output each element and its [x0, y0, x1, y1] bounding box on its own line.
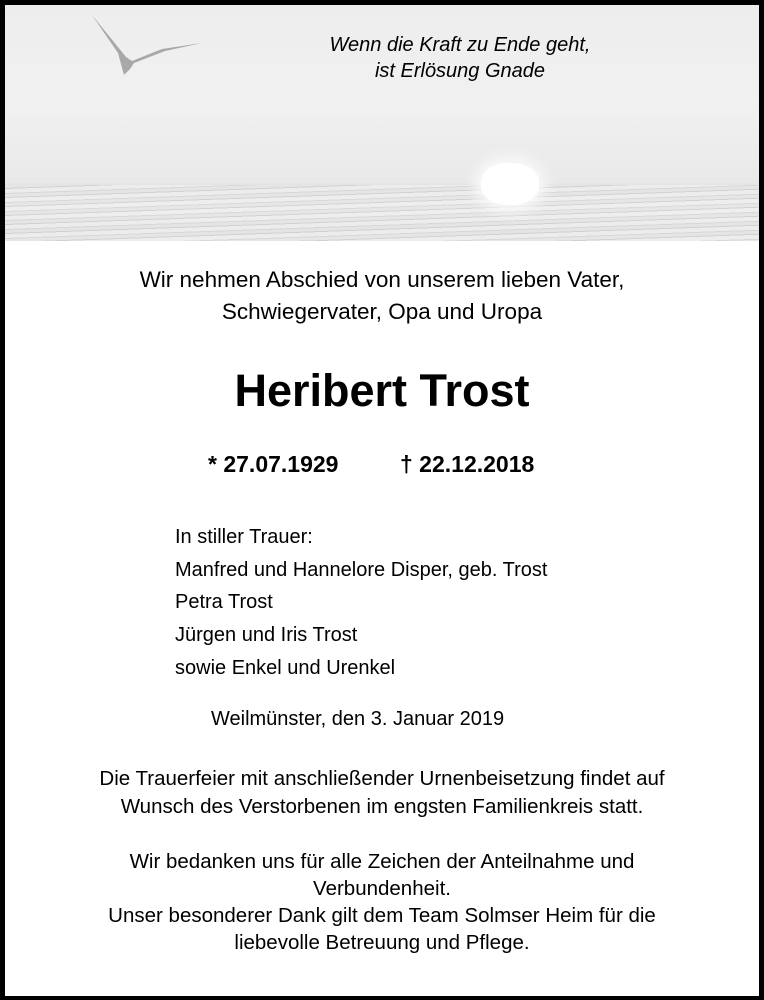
thanks-line-4: liebevolle Betreuung und Pflege.	[234, 931, 530, 954]
place-date: Weilmünster, den 3. Januar 2019	[211, 708, 505, 730]
intro-line-2: Schwiegervater, Opa und Uropa	[221, 299, 543, 324]
funeral-note-line-1: Die Trauerfeier mit anschließender Urnenbeisetzung findet auf	[99, 767, 665, 790]
header-image-sea-sunset	[5, 5, 759, 241]
motto-line-1: Wenn die Kraft zu Ende geht,	[329, 34, 591, 56]
seagull-icon	[90, 13, 210, 83]
thanks-line-3: Unser besonderer Dank gilt dem Team Solmser Heim für die	[108, 904, 656, 927]
motto-line-2: ist Erlösung Gnade	[374, 60, 546, 82]
mourner-line: Jürgen und Iris Trost	[175, 624, 358, 646]
mourners-heading: In stiller Trauer:	[175, 526, 313, 548]
death-date: † 22.12.2018	[400, 451, 535, 477]
deceased-name: Heribert Trost	[234, 365, 530, 416]
thanks-line-2: Verbundenheit.	[313, 877, 451, 900]
intro-line-1: Wir nehmen Abschied von unserem lieben Vater,	[139, 267, 625, 292]
mourner-line: Petra Trost	[175, 591, 273, 613]
birth-date: * 27.07.1929	[208, 451, 339, 477]
funeral-note-line-2: Wunsch des Verstorbenen im engsten Familienkreis statt.	[120, 795, 644, 818]
sea-waves	[5, 185, 759, 241]
sun	[481, 163, 539, 205]
thanks-line-1: Wir bedanken uns für alle Zeichen der Anteilnahme und	[129, 850, 635, 873]
mourner-line: sowie Enkel und Urenkel	[175, 657, 396, 679]
mourner-line: Manfred und Hannelore Disper, geb. Trost	[175, 559, 548, 581]
